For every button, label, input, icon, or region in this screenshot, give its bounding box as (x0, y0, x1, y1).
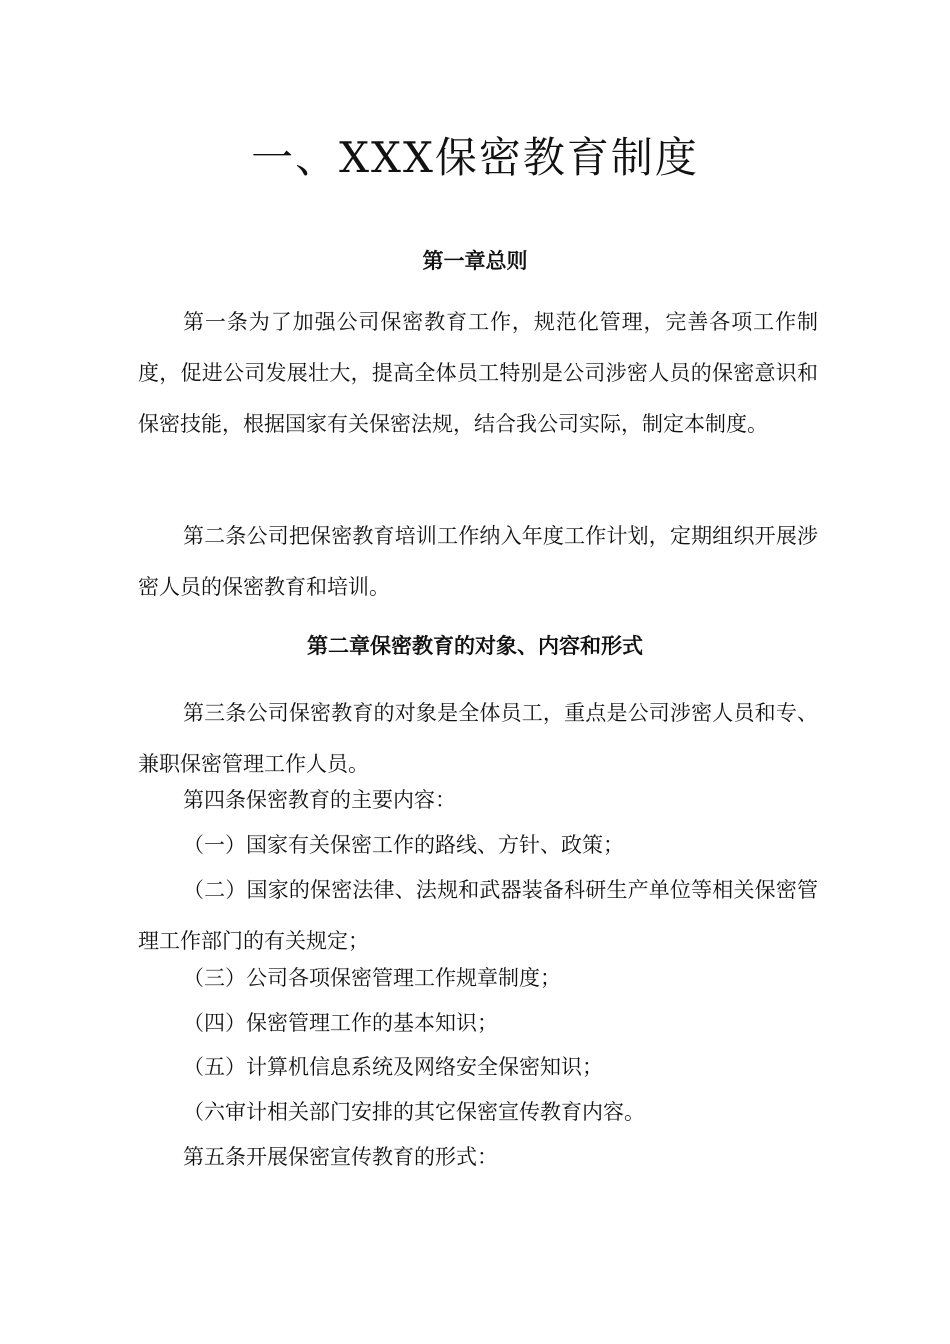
list-item-3: （三）公司各项保密管理工作规章制度； (183, 966, 561, 990)
article-3: 第三条公司保密教育的对象是全体员工，重点是公司涉密人员和专、兼职保密管理工作人员。 (138, 701, 818, 776)
article-2: 第二条公司把保密教育培训工作纳入年度工作计划，定期组织开展涉密人员的保密教育和培训。 (138, 524, 818, 599)
list-item-1: （一）国家有关保密工作的路线、方针、政策； (183, 833, 624, 857)
list-item-2: （二）国家的保密法律、法规和武器装备科研生产单位等相关保密管理工作部门的有关规定； (138, 878, 818, 953)
list-item-5: （五）计算机信息系统及网络安全保密知识； (183, 1055, 603, 1079)
chapter-heading-2: 第二章保密教育的对象、内容和形式 (307, 634, 643, 658)
article-1: 第一条为了加强公司保密教育工作，规范化管理，完善各项工作制度，促进公司发展壮大，提高全体员工特别是公司涉密人员的保密意识和保密技能，根据国家有关保密法规，结合我公司实际，制定本制度。 (138, 310, 818, 436)
document-title: 一、XXX保密教育制度 (251, 133, 699, 182)
chapter-heading-1: 第一章总则 (422, 249, 528, 273)
article-5: 第五条开展保密宣传教育的形式： (183, 1145, 498, 1169)
list-item-6: （六审计相关部门安排的其它保密宣传教育内容。 (183, 1100, 645, 1124)
article-4: 第四条保密教育的主要内容： (183, 788, 456, 812)
list-item-4: （四）保密管理工作的基本知识； (183, 1011, 498, 1035)
